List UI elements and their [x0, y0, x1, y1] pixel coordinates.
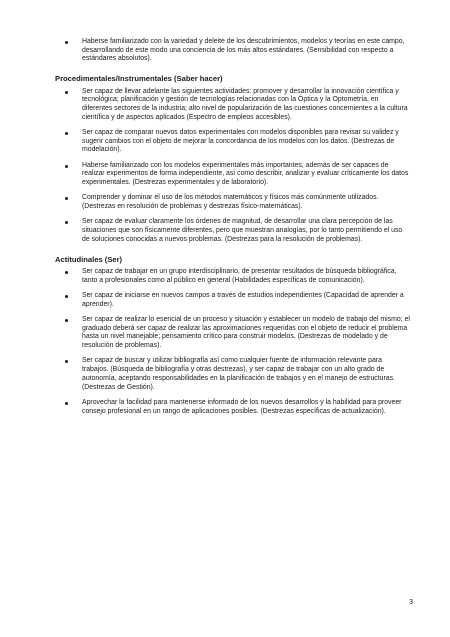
- list-item: [55, 399, 410, 416]
- list-item: [55, 357, 410, 392]
- list-item: [55, 88, 410, 123]
- bullet-icon: [65, 41, 68, 44]
- bullet-icon: [65, 165, 68, 168]
- list-item-text: Haberse familiarizado con los modelos experimentales más importantes, además de ser capaces de realizar experimentos de forma independiente, así como describir, analizar y evaluar críticamente los datos experimentales. (Destrezas experimentales y de laboratorio).: [82, 161, 409, 187]
- bullet-icon: [65, 132, 68, 135]
- list-item-text: Ser capaz de realizar lo esencial de un proceso y situación y establecer un modelo de trabajo del mismo; el graduado deberá ser capaz de realizar las aproximaciones requeridas con el objeto de reducir el problema hasta un nivel manejable; pensamiento crítico para construir modelos. (Destrezas de modelado y de resolución de problemas).: [82, 316, 410, 350]
- list-item-text: Ser capaz de comparar nuevos datos experimentales con modelos disponibles para revisar su validez y sugerir cambios con el objeto de mejorar la concordancia de los modelos con los datos. (Destrezas de modelación).: [82, 129, 399, 154]
- bullet-icon: [65, 197, 68, 200]
- list-item-text: Ser capaz de buscar y utilizar bibliografía así como cualquier fuente de información relevante para trabajos. (Búsqueda de bibliografía y otras destrezas), y ser capaz de trabajar con un alto grado de autonomía, aceptando responsabilidades en la planificación de trabajos y en el manejo de estructuras. (Destrezas de Gestión).: [82, 357, 395, 391]
- list-item: [55, 218, 410, 244]
- list-item: [55, 316, 410, 351]
- list-item: [55, 292, 410, 309]
- bullet-icon: [65, 319, 68, 322]
- list-item: [55, 194, 410, 211]
- list-item: [55, 38, 410, 64]
- list-item-text: Comprender y dominar el uso de los métodos matemáticos y físicos más comúnmente utilizados. (Destrezas en resolución de problemas y destrezas físico-matemáticas).: [82, 194, 379, 211]
- list-item-text: Ser capaz de iniciarse en nuevos campos a través de estudios independientes (Capacidad de aprender a aprender).: [82, 292, 404, 308]
- section-heading-actitudinales: Actitudinales (Ser): [55, 254, 123, 264]
- bullet-icon: [65, 402, 68, 405]
- intro-list: [55, 38, 410, 64]
- list-item-text: Haberse familiarizado con la variedad y deleite de los descubrimientos, modelos y teorías en este campo, desarrollando de este modo una conciencia de los más altos estándares. (Sensibilidad con respecto a estándares absolutos).: [82, 38, 405, 63]
- bullet-icon: [65, 91, 68, 94]
- bullet-icon: [65, 360, 68, 363]
- actitudinales-list: [55, 268, 410, 416]
- list-item: [55, 162, 410, 188]
- bullet-icon: [65, 271, 68, 274]
- list-item: [55, 268, 410, 285]
- list-item-text: Aprovechar la facilidad para mantenerse informado de los nuevos desarrollos y la habilidad para proveer consejo profesional en un rango de aplicaciones posibles. (Destrezas específicas de actualización).: [82, 398, 402, 415]
- list-item-text: Ser capaz de llevar adelante las siguientes actividades: promover y desarrollar la innovación científica y tecnológica; planificación y gestión de tecnologías relacionadas con la Óptica y la Optometría, en diferentes sectores de la industria; alto nivel de popularización de las cuestiones concernientes a la cultura científica y de aspectos aplicados (Espectro de empleos accesibles).: [82, 87, 408, 121]
- bullet-icon: [65, 221, 68, 224]
- list-item: [55, 129, 410, 155]
- list-item-text: Ser capaz de trabajar en un grupo interdisciplinario, de presentar resultados de búsqueda bibliográfica, tanto a profesionales como al público en general (Habilidades específicas de comunicación).: [82, 268, 397, 284]
- list-item-text: Ser capaz de evaluar claramente los órdenes de magnitud, de desarrollar una clara percepción de las situaciones que son físicamente diferentes, pero que muestran analogías, por lo tanto permitiendo el uso de soluciones conocidas a nuevos problemas. (Destrezas para la resolución de problemas).: [82, 218, 403, 243]
- page-number: 3: [409, 599, 413, 606]
- section-heading-procedimentales: Procedimentales/Instrumentales (Saber hacer): [55, 74, 223, 84]
- procedimentales-list: [55, 88, 410, 245]
- bullet-icon: [65, 295, 68, 298]
